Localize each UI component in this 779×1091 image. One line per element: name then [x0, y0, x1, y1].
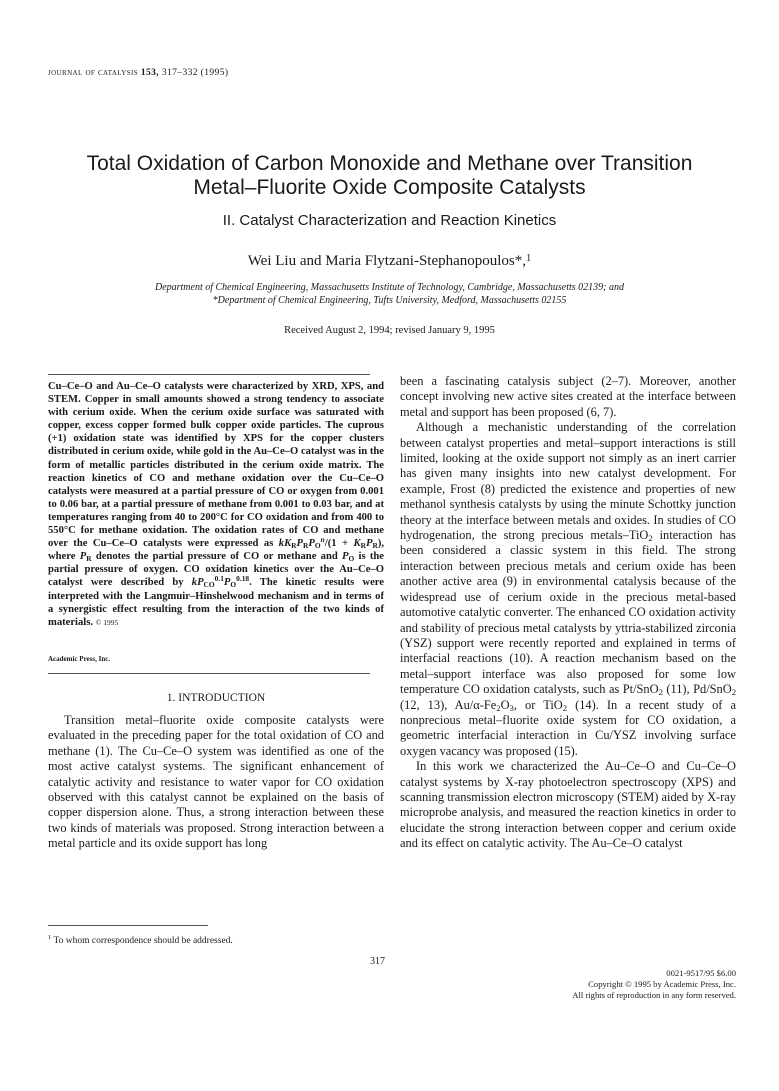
- abstract-text-2: where $P_R$ denotes the partial pressure of CO or methane and $P_O$ is the partial pressure of oxygen. CO oxidation kinetics over the Au–Ce–O catalyst were described by: [48, 551, 385, 589]
- journal-name: journal of catalysis: [48, 68, 139, 78]
- journal-pages: 317–332 (1995): [161, 68, 229, 78]
- author-list: [20, 253, 759, 270]
- journal-header: [48, 68, 228, 78]
- copyright-price: 0021-9517/95 $6.00: [666, 968, 736, 978]
- affiliation-line-2: *Department of Chemical Engineering, Tufts University, Medford, Massachusetts 02155: [212, 295, 567, 306]
- abstract-rate-expression: $kK_RP_RP_O^n/(1 + K_RP_R)$,: [278, 535, 384, 551]
- abstract-bottom-rule: [48, 673, 370, 674]
- abstract-top-rule: [48, 374, 370, 375]
- introduction-right-column: [400, 374, 736, 852]
- introduction-left-column: [48, 713, 384, 852]
- abstract-publisher: Academic Press, Inc.: [48, 655, 111, 663]
- paper-title-line-2: Metal–Fluorite Oxide Composite Catalysts: [193, 176, 586, 199]
- intro-right-paragraph-1: been a fascinating catalysis subject (2–7). Moreover, another concept involving new active sites created at the interface between metal and support has been proposed (6, 7).: [400, 374, 736, 419]
- journal-volume: 153,: [140, 68, 160, 78]
- paper-title-line-1: Total Oxidation of Carbon Monoxide and Methane over Transition: [86, 152, 693, 175]
- abstract-text-1: Cu–Ce–O and Au–Ce–O catalysts were characterized by XRD, XPS, and STEM. Copper in small amounts showed a strong tendency to associate with cerium oxide. When the cerium oxide surface was saturated with copper, excess copper formed bulk copper oxide particles. The cuprous (+1) oxidation state was identified by XPS for the copper clusters distributed in cerium oxide, while gold in the Au–Ce–O catalyst was in the form of metallic particles distributed in the cerium oxide matrix. The reaction kinetics of CO and methane oxidation over the Cu–Ce–O catalysts were measured at a partial pressure of CO or oxygen from 0.001 to 0.06 bar, at a partial pressure of methane from 0.001 to 0.03 bar, and at temperatures ranging from 40 to 200°C for CO oxidation and from 400 to 550°C for methane oxidation. The oxidation rates of CO and methane over the Cu–Ce–O catalysts were expressed as: [48, 381, 384, 550]
- intro-right-paragraph-3: In this work we characterized the Au–Ce–O and Cu–Ce–O catalyst systems by X-ray photoelectron spectroscopy (XPS) and scanning transmission electron microscopy (STEM) aided by X-ray microprobe analysis, and measured the reaction kinetics in order to elucidate the strong interaction between copper and cerium oxide and its effect on catalytic activity. The Au–Ce–O catalyst: [400, 759, 736, 851]
- author-names: Wei Liu and Maria Flytzani-Stephanopoulos*,: [247, 253, 527, 269]
- abstract-copyright: © 1995: [95, 617, 119, 627]
- paper-subtitle: II. Catalyst Characterization and Reaction Kinetics: [222, 212, 557, 229]
- author-footnote-mark: 1: [526, 253, 532, 264]
- received-dates: Received August 2, 1994; revised January 9, 1995: [284, 325, 495, 336]
- page-number: 317: [370, 956, 385, 967]
- abstract: [48, 380, 384, 629]
- affiliation-line-1: Department of Chemical Engineering, Massachusetts Institute of Technology, Cambridge, Massachusetts 02139; and: [154, 282, 625, 293]
- section-heading-introduction: 1. INTRODUCTION: [166, 692, 266, 704]
- footnote-rule: [48, 925, 208, 926]
- abstract-rate-expression-2: $kP_{CO}^{0.1}P_O^{0.18}$.: [191, 574, 252, 590]
- abstract-text-3: The kinetic results were interpreted with the Langmuir–Hinshelwood mechanism and in terms of a synergistic effect resulting from the interaction of the two kinds of materials.: [48, 577, 384, 628]
- footnote-mark: 1: [48, 934, 52, 941]
- intro-right-paragraph-2: Although a mechanistic understanding of the correlation between catalyst properties and metal–support interactions is still limited, looking at the oxide support not simply as an inert carrier has given many insights into new catalyst development. For example, Frost (8) predicted the existence and properties of new methanol synthesis catalysts by using the minute Schottky junction theory at the interface between metals and oxides. In studies of CO hydrogenation, the strong precious metals–TiO$_2$ interaction has been considered a classic system in this field. The strong interaction between precious metals and cerium oxide has been another active area (9) in environmental catalysis because of the widespread use of cerium oxide in the precious metal-based automotive catalytic converter. The enhanced CO oxidation activity and stability of precious metal catalysts by yttria-stabilized zirconia (YSZ) support were recently reported and explained in terms of interfacial reactions (10). A reaction mechanism based on the metal–support interface was also proposed for some low temperature CO oxidation catalysts, such as Pt/SnO$_2$ (11), Pd/SnO$_2$ (12, 13), $Au/\alpha-Fe_2O_3$, or TiO$_2$ (14). In a recent study of a nonprecious metal–fluorite oxide system for CO oxidation, a geometric interfacial interaction in Cu/YSZ involving surface oxygen vacancy was proposed (15).: [400, 420, 737, 758]
- footnote: [48, 936, 233, 946]
- intro-paragraph-1: Transition metal–fluorite oxide composite catalysts were evaluated in the preceding paper for the total oxidation of CO and methane (1). The Cu–Ce–O system was identified as one of the most active catalyst systems. The significant enhancement of catalytic activity and resistance to water vapor for CO oxidation observed with this catalyst cannot be explained on the basis of copper dispersion alone. Thus, a strong interaction between these two kinds of materials was proposed. Strong interaction between a metal particle and its oxide support has long: [48, 713, 384, 851]
- copyright-notice: Copyright © 1995 by Academic Press, Inc.: [588, 979, 736, 989]
- footnote-text: To whom correspondence should be addressed.: [51, 936, 233, 946]
- copyright-rights: All rights of reproduction in any form reserved.: [572, 990, 736, 1000]
